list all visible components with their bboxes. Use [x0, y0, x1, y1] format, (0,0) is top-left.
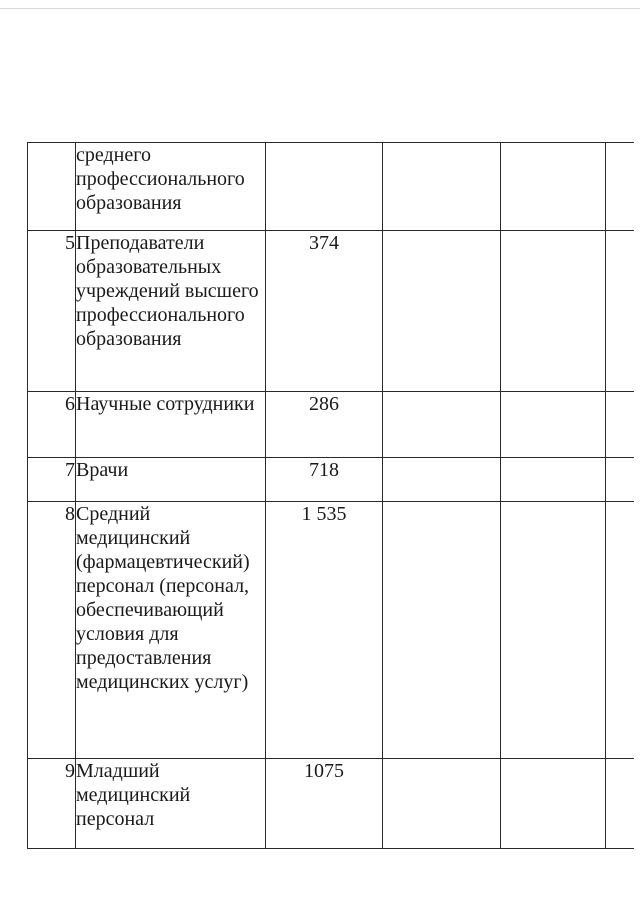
- empty-cell: [383, 143, 501, 231]
- table-row: [28, 143, 635, 231]
- row-number: 9: [28, 759, 76, 849]
- empty-cell: [383, 458, 501, 502]
- empty-cell: [501, 392, 606, 458]
- row-name: Врачи: [76, 458, 266, 502]
- row-value: [266, 143, 383, 231]
- empty-cell: [606, 759, 635, 849]
- row-number: 8: [28, 502, 76, 759]
- table-row: [28, 502, 635, 759]
- row-number: 6: [28, 392, 76, 458]
- empty-cell: [383, 759, 501, 849]
- empty-cell: [501, 143, 606, 231]
- empty-cell: [383, 502, 501, 759]
- row-value: 286: [266, 392, 383, 458]
- empty-cell: [606, 231, 635, 392]
- row-number: 7: [28, 458, 76, 502]
- row-number: [28, 143, 76, 231]
- row-number: 5: [28, 231, 76, 392]
- empty-cell: [501, 458, 606, 502]
- row-name: Научные сотрудники: [76, 392, 266, 458]
- empty-cell: [501, 502, 606, 759]
- row-name: Средний медицинский (фармацевтический) персонал (персонал, обеспечивающий условия для предоставления медицинских услуг): [76, 502, 266, 759]
- empty-cell: [606, 392, 635, 458]
- table-row: [28, 458, 635, 502]
- row-name: Младший медицинский персонал: [76, 759, 266, 849]
- empty-cell: [606, 458, 635, 502]
- row-value: 1075: [266, 759, 383, 849]
- table-row: [28, 231, 635, 392]
- staff-table: [27, 142, 634, 849]
- scan-edge-top: [0, 8, 640, 9]
- table-row: [28, 392, 635, 458]
- table-row: [28, 759, 635, 849]
- empty-cell: [606, 502, 635, 759]
- empty-cell: [383, 231, 501, 392]
- row-value: 718: [266, 458, 383, 502]
- row-value: 374: [266, 231, 383, 392]
- empty-cell: [606, 143, 635, 231]
- row-name: Преподаватели образовательных учреждений высшего профессионального образования: [76, 231, 266, 392]
- empty-cell: [501, 231, 606, 392]
- row-name: среднего профессионального образования: [76, 143, 266, 231]
- empty-cell: [501, 759, 606, 849]
- row-value: 1 535: [266, 502, 383, 759]
- empty-cell: [383, 392, 501, 458]
